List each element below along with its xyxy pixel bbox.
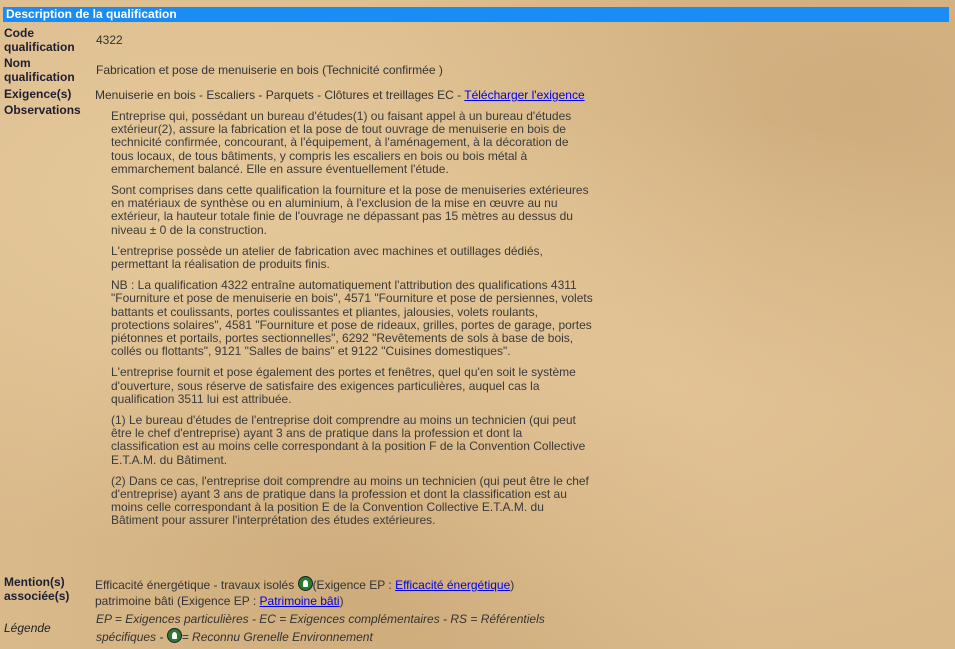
section-header [3,7,949,22]
observation-paragraph: (1) Le bureau d'études de l'entreprise doit comprendre au moins un technicien (qui peut être le chef d'entreprise) ayant 3 ans de pratique dans la profession et dont la classification est au moins celle correspondant à la position F de la Convention Collective E.T.A.M. du Bâtiment. [111,413,586,467]
green-leaf-icon [167,628,182,643]
mention-item: Efficacité énergétique - travaux isolés (Exigence EP : Efficacité énergétique) [95,578,515,592]
green-leaf-icon [298,576,313,591]
observation-paragraph: (2) Dans ce cas, l'entreprise doit comprendre au moins un technicien (qui peut être le chef d'entreprise) ayant 3 ans de pratique dans la profession et dont la classification est au moins celle correspondant à la position E de la Convention Collective E.T.A.M. du Bâtiment pour assurer l'interprétation des études extérieures. [111,473,589,528]
section-title: Description de la qualification [6,7,177,21]
observation-paragraph: L'entreprise possède un atelier de fabrication avec machines et outillages dédiés, permettant la réalisation de produits finis. [111,243,543,272]
observation-paragraph: L'entreprise fournit et pose également des portes et fenêtres, quel qu'en soit le système d'ouverture, sous réserve de satisfaire des exigences particulières, auquel cas la qualification 3511 lui est attribuée. [111,365,576,406]
legende-label: Légende [4,621,51,635]
exigences-text: Menuiserie en bois - Escaliers - Parquets - Clôtures et treillages EC - [95,88,465,102]
observations-text [111,110,593,536]
code-label: Code qualification [4,26,75,54]
observations-label: Observations [4,103,81,117]
mentions-label: Mention(s) associée(s) [4,575,70,603]
code-value: 4322 [96,33,123,47]
observation-paragraph: Sont comprises dans cette qualification la fourniture et la pose de menuiseries extérieures en matériaux de synthèse ou en aluminium, à l'exclusion de la mise en œuvre au nu extérieur, la hauteur totale finie de l'ouvrage ne dépassant pas 15 mètres au dessus du niveau ± 0 de la construction. [111,183,589,237]
exigences-value [95,88,585,102]
exigences-label: Exigence(s) [4,87,72,101]
observation-paragraph: NB : La qualification 4322 entraîne automatiquement l'attribution des qualifications 4311 "Fourniture et pose de menuiserie en bois", 4571 "Fourniture et pose de persiennes, volets battants et coulissants, portes coulissantes et pliantes, jalousies, volets roulants, protections solaires", 4581 "Fourniture et pose de rideaux, grilles, portes de garage, portes piétonnes et portails, portes sectionnelles", 6292 "Revêtements de sols à base de bois, collés ou flottants", 9121 "Salles de bains" et 9122 "Cuisines domestiques". [111,278,593,359]
nom-label: Nom qualification [4,56,75,84]
download-requirement-link[interactable]: Télécharger l'exigence [464,88,585,102]
efficacite-energetique-link[interactable]: Efficacité énergétique [395,578,511,592]
patrimoine-bati-link[interactable]: Patrimoine bâti [259,594,340,608]
mention-item: patrimoine bâti (Exigence EP : Patrimoine bâti) [95,594,344,608]
observation-paragraph: Entreprise qui, possédant un bureau d'études(1) ou faisant appel à un bureau d'études extérieur(2), assure la fabrication et la pose de tout ouvrage de menuiserie en bois de technicité confirmée, concourant, à l'équipement, à l'aménagement, à la décoration de tous locaux, de tous bâtiments, y compris les escaliers en bois ou bois métal à emmarchement balancé. Elle en assure éventuellement l'étude. [111,109,572,176]
legende-text: EP = Exigences particulières - EC = Exigences complémentaires - RS = Référentiels spécifiques - = Reconnu Grenelle Environnement [96,612,545,644]
nom-value: Fabrication et pose de menuiserie en bois (Technicité confirmée ) [96,63,443,77]
mentions-list [95,576,514,609]
